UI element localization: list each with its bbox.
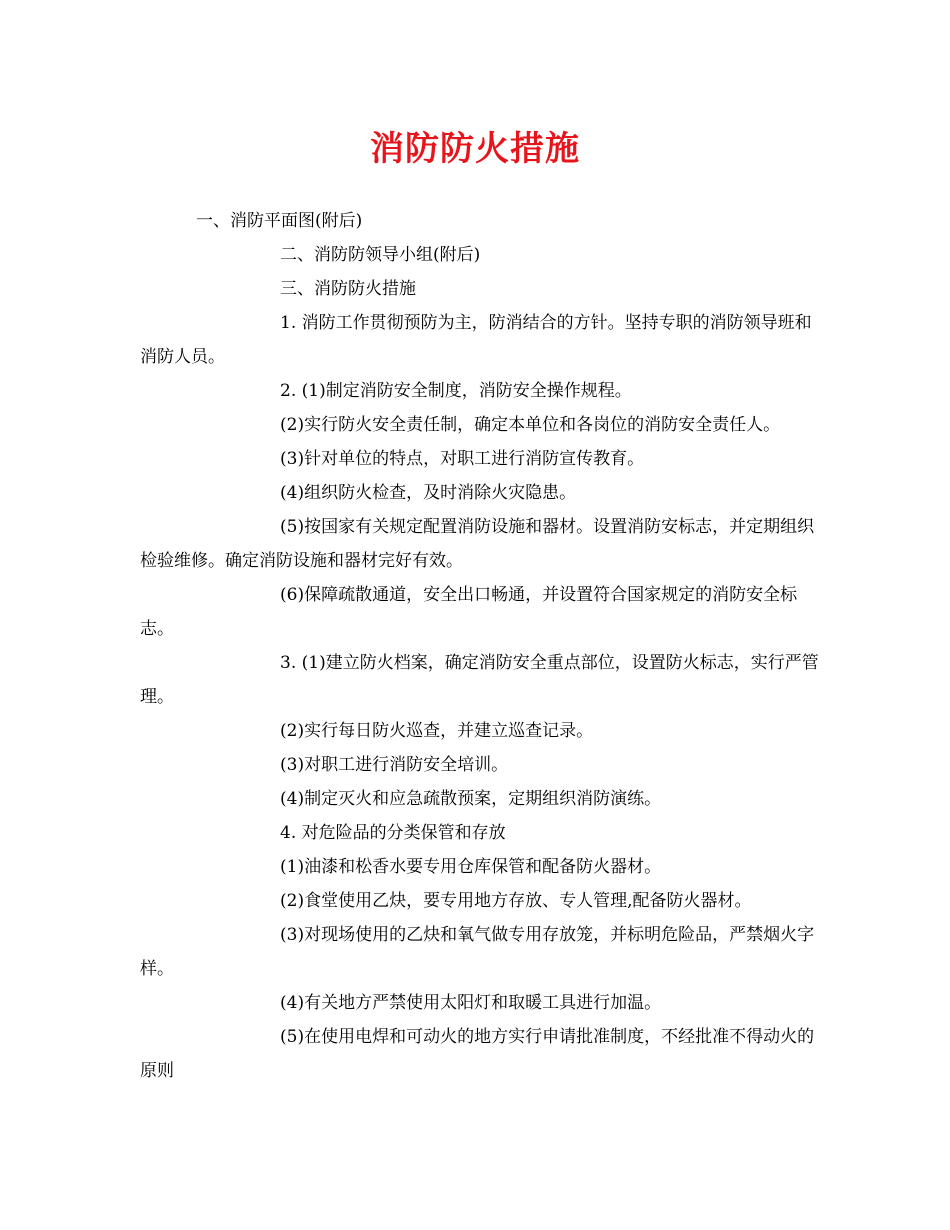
paragraph: (5)按国家有关规定配置消防设施和器材。设置消防安标志，并定期组织检验维修。确定消防设施和器材完好有效。 [140, 517, 815, 571]
document-title: 消防防火措施 [370, 129, 580, 169]
paragraph: (3)针对单位的特点，对职工进行消防宣传教育。 [280, 449, 645, 469]
paragraph: (4)有关地方严禁使用太阳灯和取暖工具进行加温。 [280, 993, 662, 1013]
paragraph: 三、消防防火措施 [280, 279, 416, 299]
paragraph: (4)组织防火检查，及时消除火灾隐患。 [280, 483, 577, 503]
paragraph: 二、消防防领导小组(附后) [280, 245, 481, 265]
paragraph: (2)实行防火安全责任制，确定本单位和各岗位的消防安全责任人。 [280, 415, 781, 435]
paragraph: 1. 消防工作贯彻预防为主，防消结合的方针。坚持专职的消防领导班和消防人员。 [140, 313, 812, 367]
paragraph: 2. (1)制定消防安全制度，消防安全操作规程。 [280, 381, 632, 401]
paragraph: 一、消防平面图(附后) [196, 211, 363, 231]
paragraph: (2)实行每日防火巡查，并建立巡查记录。 [280, 721, 594, 741]
paragraph: (3)对现场使用的乙炔和氧气做专用存放笼，并标明危险品，严禁烟火字样。 [140, 925, 815, 979]
paragraph: (4)制定灭火和应急疏散预案，定期组织消防演练。 [280, 789, 662, 809]
paragraph: (2)食堂使用乙炔，要专用地方存放、专人管理,配备防火器材。 [280, 891, 752, 911]
paragraph: (6)保障疏散通道，安全出口畅通，并设置符合国家规定的消防安全标志。 [140, 585, 798, 639]
paragraph: (1)油漆和松香水要专用仓库保管和配备防火器材。 [280, 857, 662, 877]
document-body [140, 204, 820, 1088]
paragraph: (5)在使用电焊和可动火的地方实行申请批准制度，不经批准不得动火的原则 [140, 1027, 815, 1081]
paragraph: (3)对职工进行消防安全培训。 [280, 755, 509, 775]
paragraph: 3. (1)建立防火档案，确定消防安全重点部位，设置防火标志，实行严管理。 [140, 653, 819, 707]
paragraph: 4. 对危险品的分类保管和存放 [280, 823, 506, 843]
